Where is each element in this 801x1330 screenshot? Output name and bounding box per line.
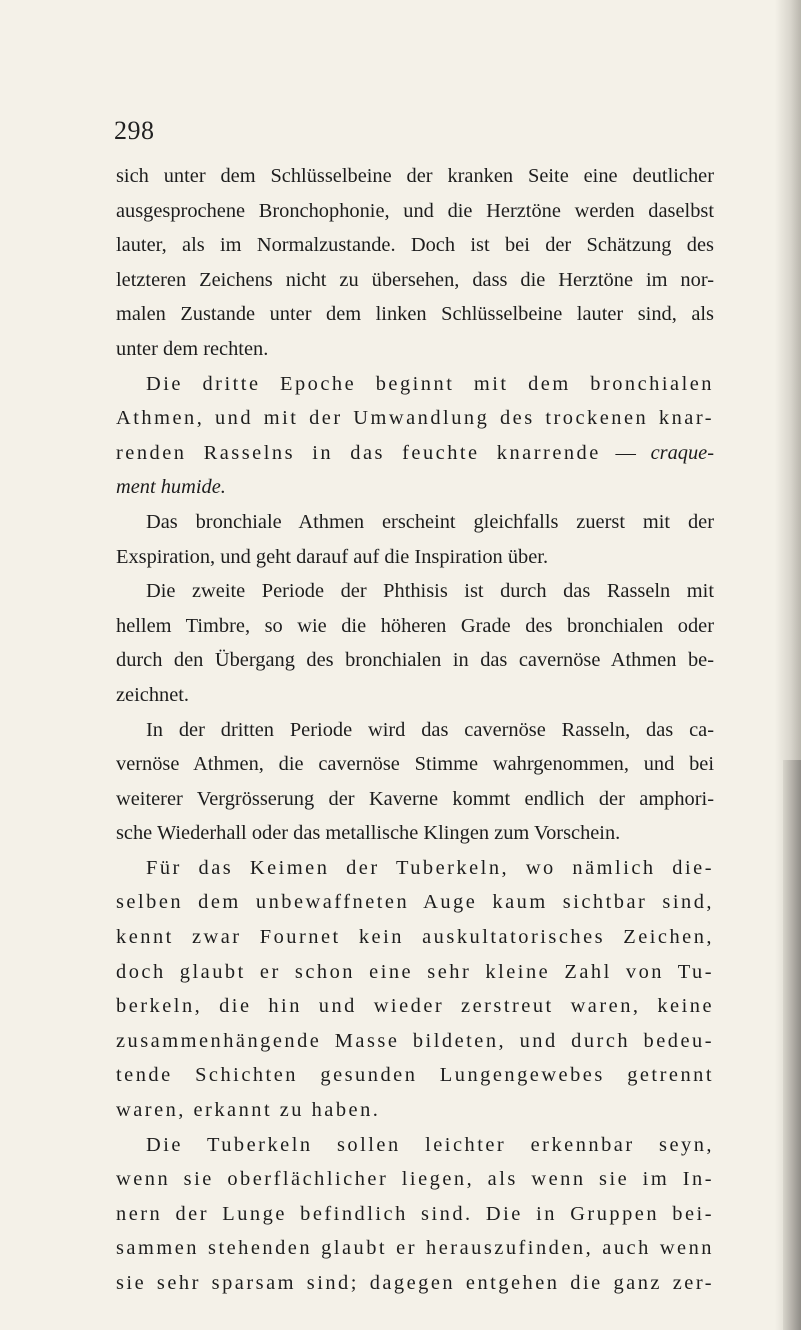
text-line	[116, 989, 714, 1024]
text-line	[116, 1093, 714, 1128]
text-line	[116, 194, 714, 229]
text-segment: Athmen, und mit der Umwandlung des trockenen knar-	[116, 407, 714, 430]
text-segment: kennt zwar Fournet kein auskultatorisches Zeichen,	[116, 926, 714, 949]
page-number: 298	[114, 116, 155, 145]
text-segment: sammen stehenden glaubt er herauszufinden, auch wenn	[116, 1237, 714, 1260]
text-line	[116, 263, 714, 298]
text-line	[116, 643, 714, 678]
text-line	[116, 1197, 714, 1232]
text-line	[116, 1128, 714, 1163]
text-segment: vernöse Athmen, die cavernöse Stimme wahrgenommen, und bei	[116, 753, 714, 776]
text-segment: selben dem unbewaffneten Auge kaum sichtbar sind,	[116, 891, 714, 914]
text-line	[116, 505, 714, 540]
text-segment: ment humide.	[116, 476, 226, 499]
text-segment: Das bronchiale Athmen erscheint gleichfalls zuerst mit der	[146, 510, 714, 533]
body-text	[116, 159, 714, 1301]
text-segment: tende Schichten gesunden Lungengewebes getrennt	[116, 1064, 714, 1087]
text-line	[116, 885, 714, 920]
text-segment: unter dem rechten.	[116, 337, 269, 360]
text-line	[116, 1024, 714, 1059]
text-line	[116, 747, 714, 782]
text-line	[116, 470, 714, 505]
text-line	[116, 1058, 714, 1093]
text-segment: sie sehr sparsam sind; dagegen entgehen die ganz zer-	[116, 1272, 714, 1294]
text-segment: durch den Übergang des bronchialen in das cavernöse Athmen be-	[116, 649, 714, 672]
text-line	[116, 574, 714, 609]
text-segment: Für das Keimen der Tuberkeln, wo nämlich die-	[146, 856, 714, 879]
text-segment: lauter, als im Normalzustande. Doch ist bei der Schätzung des	[116, 234, 714, 257]
text-line	[116, 297, 714, 332]
text-segment: letzteren Zeichens nicht zu übersehen, dass die Herztöne im nor-	[116, 268, 714, 291]
text-line	[116, 228, 714, 263]
text-line	[116, 609, 714, 644]
text-line	[116, 367, 714, 402]
text-segment: nern der Lunge befindlich sind. Die in Gruppen bei-	[116, 1202, 714, 1225]
text-line	[116, 401, 714, 436]
page-edge-dark-shadow	[783, 760, 801, 1330]
text-segment: berkeln, die hin und wieder zerstreut waren, keine	[116, 995, 714, 1018]
text-line	[116, 920, 714, 955]
text-line	[116, 1266, 714, 1301]
text-segment: zusammenhängende Masse bildeten, und durch bedeu-	[116, 1029, 714, 1052]
text-segment: sich unter dem Schlüsselbeine der kranken Seite eine deutlicher	[116, 165, 714, 187]
text-line	[116, 1162, 714, 1197]
text-segment: hellem Timbre, so wie die höheren Grade des bronchialen oder	[116, 614, 714, 637]
text-line	[116, 678, 714, 713]
text-line	[116, 782, 714, 817]
text-segment: Die Tuberkeln sollen leichter erkennbar seyn,	[146, 1133, 714, 1156]
text-segment: malen Zustande unter dem linken Schlüsselbeine lauter sind, als	[116, 303, 714, 326]
text-line	[116, 816, 714, 851]
text-line	[116, 540, 714, 575]
text-segment: —	[600, 441, 651, 464]
text-line	[116, 159, 714, 194]
text-line	[116, 851, 714, 886]
text-segment: In der dritten Periode wird das cavernöse Rasseln, das ca-	[146, 718, 714, 741]
text-segment: weiterer Vergrösserung der Kaverne kommt endlich der amphori-	[116, 787, 714, 810]
text-line	[116, 955, 714, 990]
text-line	[116, 713, 714, 748]
text-segment: ausgesprochene Bronchophonie, und die Herztöne werden daselbst	[116, 199, 714, 222]
text-segment: Exspiration, und geht darauf auf die Inspiration über.	[116, 545, 549, 568]
text-segment: renden Rasselns in das feuchte knarrende	[116, 441, 601, 464]
text-segment: Die zweite Periode der Phthisis ist durch das Rasseln mit	[146, 580, 714, 603]
text-segment: zeichnet.	[116, 683, 190, 706]
text-segment: craque-	[650, 441, 714, 464]
text-line	[116, 1231, 714, 1266]
text-segment: waren, erkannt zu haben.	[116, 1099, 381, 1122]
text-segment: wenn sie oberflächlicher liegen, als wenn sie im In-	[116, 1168, 714, 1191]
text-segment: Die dritte Epoche beginnt mit dem bronchialen	[146, 372, 714, 395]
text-segment: doch glaubt er schon eine sehr kleine Zahl von Tu-	[116, 960, 714, 983]
text-line	[116, 436, 714, 471]
text-line	[116, 332, 714, 367]
text-segment: sche Wiederhall oder das metallische Klingen zum Vorschein.	[116, 822, 621, 845]
